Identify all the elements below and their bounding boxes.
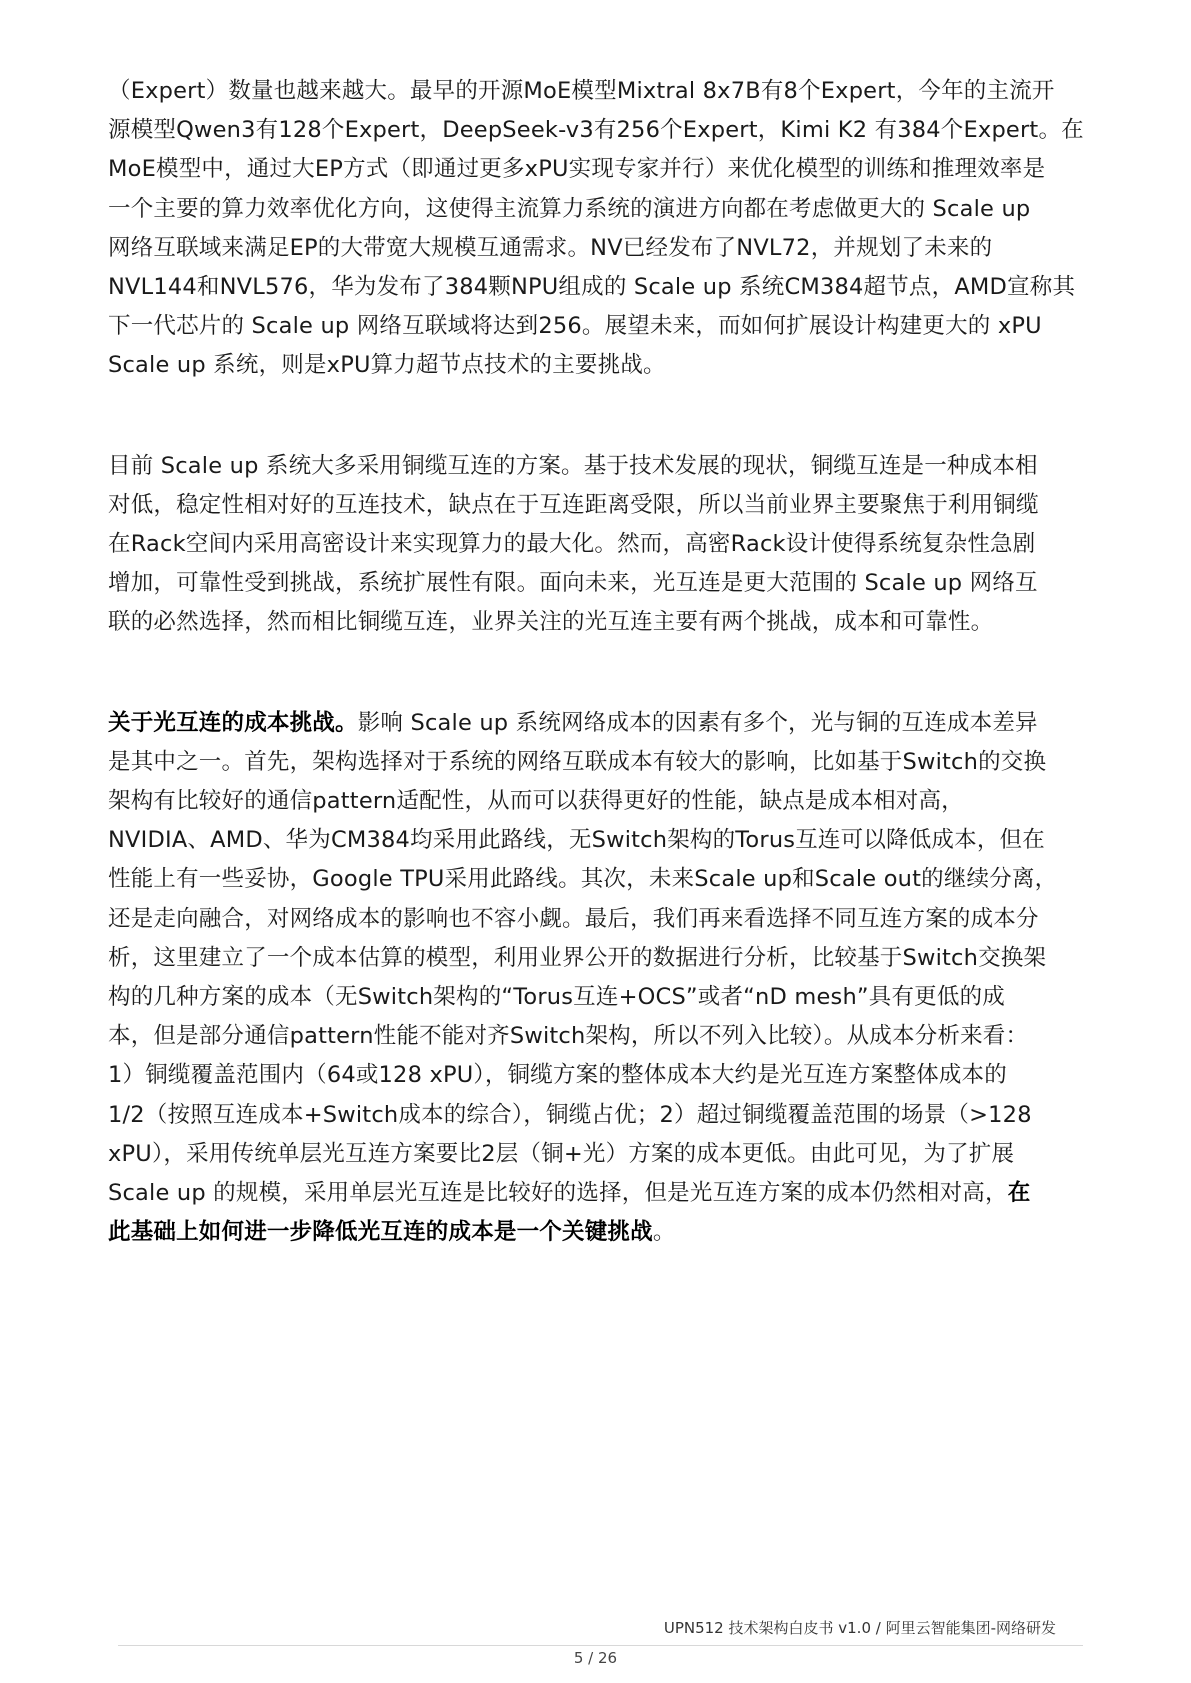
text-line: 是其中之一。首先，架构选择对于系统的网络互联成本有较大的影响，比如基于Switch的交换 xyxy=(108,748,1047,775)
text-line: 增加，可靠性受到挑战，系统扩展性有限。面向未来，光互连是更大范围的 Scale up 网络互 xyxy=(108,570,1038,597)
text-run: 影响 Scale up 系统网络成本的因素有多个，光与铜的互连成本差异 xyxy=(357,709,1038,736)
bold-lead-heading: 关于光互连的成本挑战。 xyxy=(108,709,358,736)
text-line xyxy=(108,1213,1088,1252)
text-run: 。 xyxy=(652,1219,676,1246)
text-line: 网络互联域来满足EP的大带宽大规模互通需求。NV已经发布了NVL72，并规划了未来的 xyxy=(108,234,993,261)
text-line: 下一代芯片的 Scale up 网络互联域将达到256。展望未来，而如何扩展设计构建更大的 xPU xyxy=(108,313,1042,340)
text-line: xPU），采用传统单层光互连方案要比2层（铜+光）方案的成本更低。由此可见，为了扩展 xyxy=(108,1140,1015,1167)
document-body xyxy=(108,72,1088,1252)
bold-text-run: 在 xyxy=(1007,1180,1031,1207)
text-line: 源模型Qwen3有128个Expert，DeepSeek-v3有256个Expert，Kimi K2 有384个Expert。在 xyxy=(108,117,1084,144)
paragraph-moe-expert-scaling xyxy=(108,72,1088,386)
text-line: MoE模型中，通过大EP方式（即通过更多xPU实现专家并行）来优化模型的训练和推理效率是 xyxy=(108,156,1046,183)
text-line: 析，这里建立了一个成本估算的模型，利用业界公开的数据进行分析，比较基于Switch交换架 xyxy=(108,944,1047,971)
text-line: 目前 Scale up 系统大多采用铜缆互连的方案。基于技术发展的现状，铜缆互连是一种成本相 xyxy=(108,452,1038,479)
text-line: 1/2（按照互连成本+Switch成本的综合），铜缆占优；2）超过铜缆覆盖范围的场景（>128 xyxy=(108,1101,1032,1128)
text-line: 在Rack空间内采用高密设计来实现算力的最大化。然而，高密Rack设计使得系统复杂性急剧 xyxy=(108,531,1036,558)
text-line: NVL144和NVL576，华为发布了384颗NPU组成的 Scale up 系统CM384超节点，AMD宣称其 xyxy=(108,274,1076,301)
text-line: 本，但是部分通信pattern性能不能对齐Switch架构，所以不列入比较）。从成本分析来看： xyxy=(108,1023,1029,1050)
text-line: 架构有比较好的通信pattern适配性，从而可以获得更好的性能，缺点是成本相对高， xyxy=(108,788,964,815)
text-line: NVIDIA、AMD、华为CM384均采用此路线，无Switch架构的Torus互连可以降低成本，但在 xyxy=(108,827,1045,854)
paragraph-copper-vs-optical xyxy=(108,447,1088,643)
footer-divider xyxy=(118,1645,1083,1646)
paragraph-optical-cost-challenge xyxy=(108,704,1088,1253)
text-line: 构的几种方案的成本（无Switch架构的“Torus互连+OCS”或者“nD mesh”具有更低的成 xyxy=(108,984,1005,1011)
text-line: 1）铜缆覆盖范围内（64或128 xPU），铜缆方案的整体成本大约是光互连方案整体成本的 xyxy=(108,1062,1007,1089)
footer-document-title: UPN512 技术架构白皮书 v1.0 / 阿里云智能集团-网络研发 xyxy=(663,1619,1056,1637)
text-line: 一个主要的算力效率优化方向，这使得主流算力系统的演进方向都在考虑做更大的 Scale up xyxy=(108,195,1031,222)
text-line: 还是走向融合，对网络成本的影响也不容小觑。最后，我们再来看选择不同互连方案的成本分 xyxy=(108,905,1039,932)
text-line: Scale up 系统，则是xPU算力超节点技术的主要挑战。 xyxy=(108,352,666,379)
text-line xyxy=(108,704,1088,743)
bold-conclusion: 此基础上如何进一步降低光互连的成本是一个关键挑战 xyxy=(108,1219,653,1246)
text-line: 联的必然选择，然而相比铜缆互连，业界关注的光互连主要有两个挑战，成本和可靠性。 xyxy=(108,609,994,636)
text-line: （Expert）数量也越来越大。最早的开源MoE模型Mixtral 8x7B有8个Expert，今年的主流开 xyxy=(108,78,1055,104)
text-line: 性能上有一些妥协，Google TPU采用此路线。其次，未来Scale up和Scale out的继续分离， xyxy=(108,866,1058,893)
text-run: Scale up 的规模，采用单层光互连是比较好的选择，但是光互连方案的成本仍然相对高， xyxy=(108,1180,1008,1207)
text-line: 对低，稳定性相对好的互连技术，缺点在于互连距离受限，所以当前业界主要聚焦于利用铜缆 xyxy=(108,491,1039,518)
text-line xyxy=(108,1174,1088,1213)
page-number: 5 / 26 xyxy=(573,1649,618,1667)
